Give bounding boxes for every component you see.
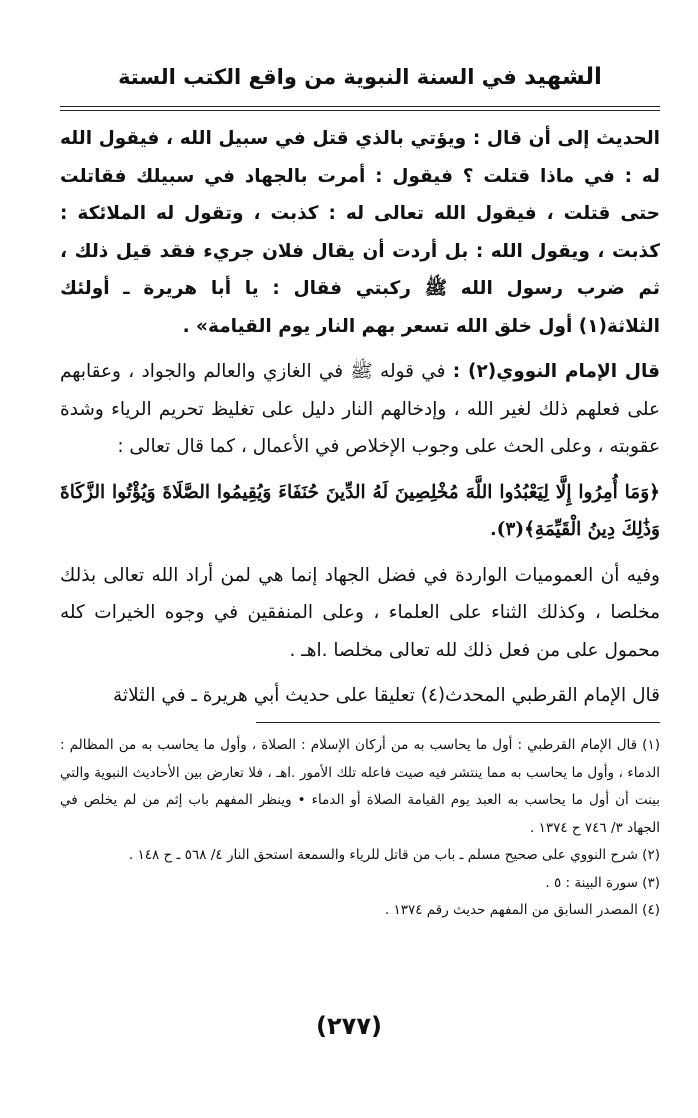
paragraph-qurtubi: قال الإمام القرطبي المحدث(٤) تعليقا على حديث أبي هريرة ـ في الثلاثة: [113, 685, 660, 706]
footnotes: [60, 732, 660, 925]
header-title-bold: الشهيد: [524, 64, 602, 90]
running-header: [60, 56, 660, 98]
header-title-rest: في السنة النبوية من واقع الكتب الستة: [118, 65, 517, 89]
header-divider: [60, 106, 660, 111]
footnote-2: (٢) شرح النووي على صحيح مسلم ـ باب من قاتل للرياء والسمعة استحق النار ٤/ ٥٦٨ ـ ح ١٤٨ .: [128, 847, 660, 863]
footnote-1: (١) قال الإمام القرطبي : أول ما يحاسب به من أركان الإسلام : الصلاة ، وأول ما يحاسب به من المظالم : الدماء ، وأول ما يحاسب به مما ينتشر فيه صيت فاعله تلك الأمور .اهـ ، فلا تعارض بين الأحاديث النبوية والتي بينت أن أول ما يحاسب به العبد يوم القيامة الصلاة أو الدماء • وينظر المفهم باب إثم من لم يخلص في الجهاد ٣/ ٧٤٦ ح ١٣٧٤ .: [60, 737, 660, 836]
footnote-3: (٣) سورة البينة : ٥ .: [545, 874, 660, 891]
paragraph-generalities: وفيه أن العموميات الواردة في فضل الجهاد إنما هي لمن أراد الله تعالى بذلك مخلصا ، وكذلك الثناء على العلماء ، وعلى المنفقين في وجوه الخيرات كله محمول على من فعل ذلك لله تعالى مخلصا .اهـ .: [60, 564, 660, 661]
main-text: [60, 120, 660, 715]
paragraph-nawawi: [60, 353, 660, 466]
footnote-4: (٤) المصدر السابق من المفهم حديث رقم ١٣٧٤ .: [384, 902, 660, 918]
nawawi-lead: قال الإمام النووي(٢) :: [452, 361, 661, 382]
footnote-divider: [256, 722, 660, 723]
nawawi-text: في قوله ﷺ في الغازي والعالم والجواد ، وعقابهم على فعلهم ذلك لغير الله ، وإدخالهم النار دليل على تغليظ تحريم الرياء وشدة عقوبته ، وعلى الحث على وجوب الإخلاص في الأعمال ، كما قال تعالى :: [60, 361, 660, 457]
quran-verse: ﴿وَمَا أُمِرُوا إِلَّا لِيَعْبُدُوا اللَّهَ مُخْلِصِينَ لَهُ الدِّينَ حُنَفَاءَ وَيُقِيمُوا الصَّلَاةَ وَيُؤْتُوا الزَّكَاةَ وَذَٰلِكَ دِينُ الْقَيِّمَةِ﴾(٣).: [60, 481, 660, 540]
page-number: (٢٧٧): [316, 1012, 382, 1040]
paragraph-hadith: الحديث إلى أن قال : ويؤتي بالذي قتل في سبيل الله ، فيقول الله له : في ماذا قتلت ؟ فيقول : أمرت بالجهاد في سبيلك فقاتلت حتى قتلت ، فيقول الله تعالى له : كذبت ، وتقول له الملائكة : كذبت ، ويقول الله : بل أردت أن يقال فلان جريء فقد قيل ذلك ، ثم ضرب رسول الله ﷺ ركبتي فقال : يا أبا هريرة ـ أولئك الثلاثة(١) أول خلق الله تسعر بهم النار يوم القيامة» .: [60, 128, 660, 337]
